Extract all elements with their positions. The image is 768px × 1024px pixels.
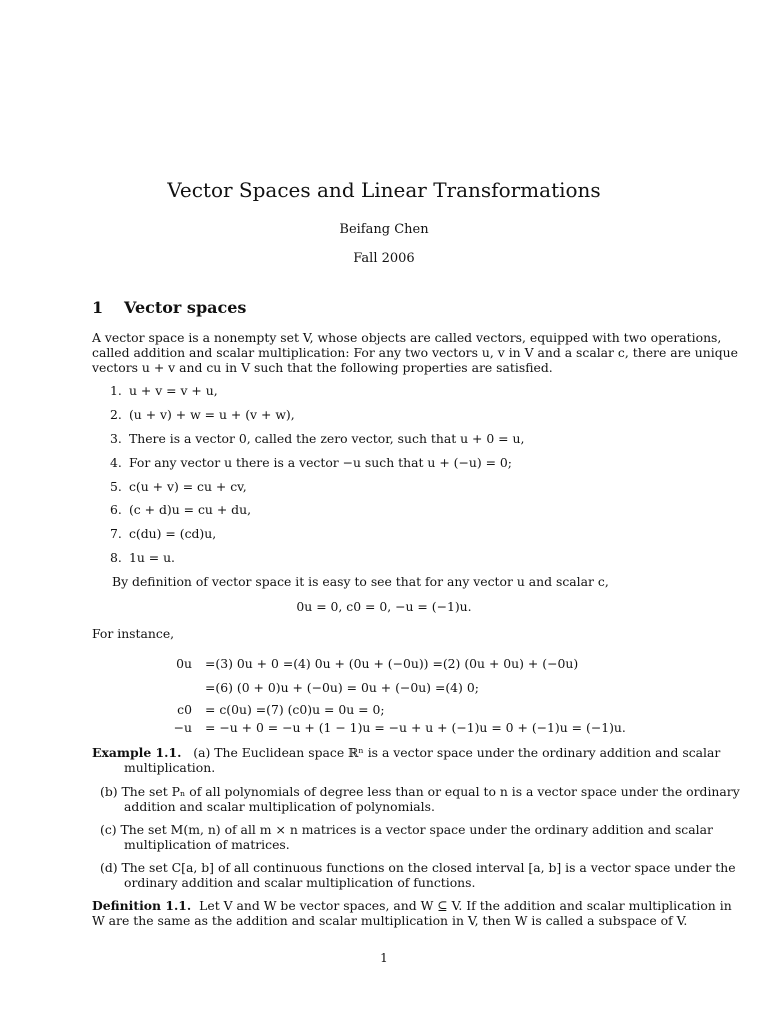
paper-author: Beifang Chen	[339, 222, 429, 237]
derivation-rhs: =(6) (0 + 0)u + (−0u) = 0u + (−0u) =(4) 0;	[205, 680, 479, 695]
intro-paragraph	[92, 330, 738, 375]
axiom-item: 1. u + v = v + u,	[110, 383, 218, 398]
derivation-rhs: = c(0u) =(7) (c0)u = 0u = 0;	[205, 702, 385, 717]
derivation-lhs: −u	[173, 720, 192, 735]
intro-line: A vector space is a nonempty set V, whose objects are called vectors, equipped with two operations,	[92, 330, 722, 345]
example-item-a: (a) The Euclidean space ℝⁿ is a vector space under the ordinary addition and scalar	[193, 745, 721, 760]
axiom-item: 6. (c + d)u = cu + du,	[110, 502, 252, 517]
definition-label: Definition 1.1.	[92, 898, 192, 913]
paper-title: Vector Spaces and Linear Transformations	[167, 178, 601, 202]
derivation-rhs: = −u + 0 = −u + (1 − 1)u = −u + u + (−1)u = 0 + (−1)u = (−1)u.	[205, 720, 626, 735]
section-heading	[92, 298, 246, 318]
axiom-item: 8. 1u = u.	[110, 550, 175, 565]
derivation-rhs: =(3) 0u + 0 =(4) 0u + (0u + (−0u)) =(2) (0u + 0u) + (−0u)	[205, 656, 579, 671]
axiom-item: 4. For any vector u there is a vector −u such that u + (−u) = 0;	[110, 455, 512, 470]
definition-line: By definition of vector space it is easy to see that for any vector u and scalar c,	[112, 574, 609, 589]
axiom-item: 2. (u + v) + w = u + (v + w),	[110, 407, 295, 422]
axiom-item: 7. c(du) = (cd)u,	[110, 526, 217, 541]
axiom-item: 3. There is a vector 0, called the zero vector, such that u + 0 = u,	[110, 431, 525, 446]
example-label: Example 1.1.	[92, 745, 182, 760]
intro-line: vectors u + v and cu in V such that the following properties are satisfied.	[92, 360, 553, 375]
derivation-lhs: c0	[177, 702, 192, 717]
example-item-c: (c) The set M(m, n) of all m × n matrices is a vector space under the ordinary addition and scalar multiplication of matrices.	[100, 822, 713, 852]
for-instance-text: For instance,	[92, 626, 175, 641]
example-item-d: (d) The set C[a, b] of all continuous functions on the closed interval [a, b] is a vector space under the ordinary addition and scalar multiplication of functions.	[100, 860, 736, 890]
example-block	[92, 745, 721, 775]
definition-block: Definition 1.1. Let V and W be vector spaces, and W ⊆ V. If the addition and scalar multiplication in W are the same as the addition and scalar multiplication in V, then W is called a subspace of V.	[92, 898, 732, 928]
example-item-b: (b) The set Pₙ of all polynomials of degree less than or equal to n is a vector space under the ordinary addition and scalar multiplication of polynomials.	[100, 784, 740, 814]
section-number: 1	[92, 298, 104, 317]
paper-date: Fall 2006	[353, 251, 415, 266]
example-item-a-cont: multiplication.	[124, 760, 216, 775]
section-title: Vector spaces	[124, 298, 247, 317]
axiom-item: 5. c(u + v) = cu + cv,	[110, 479, 247, 494]
page-number: 1	[380, 951, 388, 965]
derivation-lhs: 0u	[176, 656, 192, 671]
identities-equation: 0u = 0, c0 = 0, −u = (−1)u.	[296, 599, 472, 614]
intro-line: called addition and scalar multiplication: For any two vectors u, v in V and a scalar c, there are unique	[92, 345, 738, 360]
